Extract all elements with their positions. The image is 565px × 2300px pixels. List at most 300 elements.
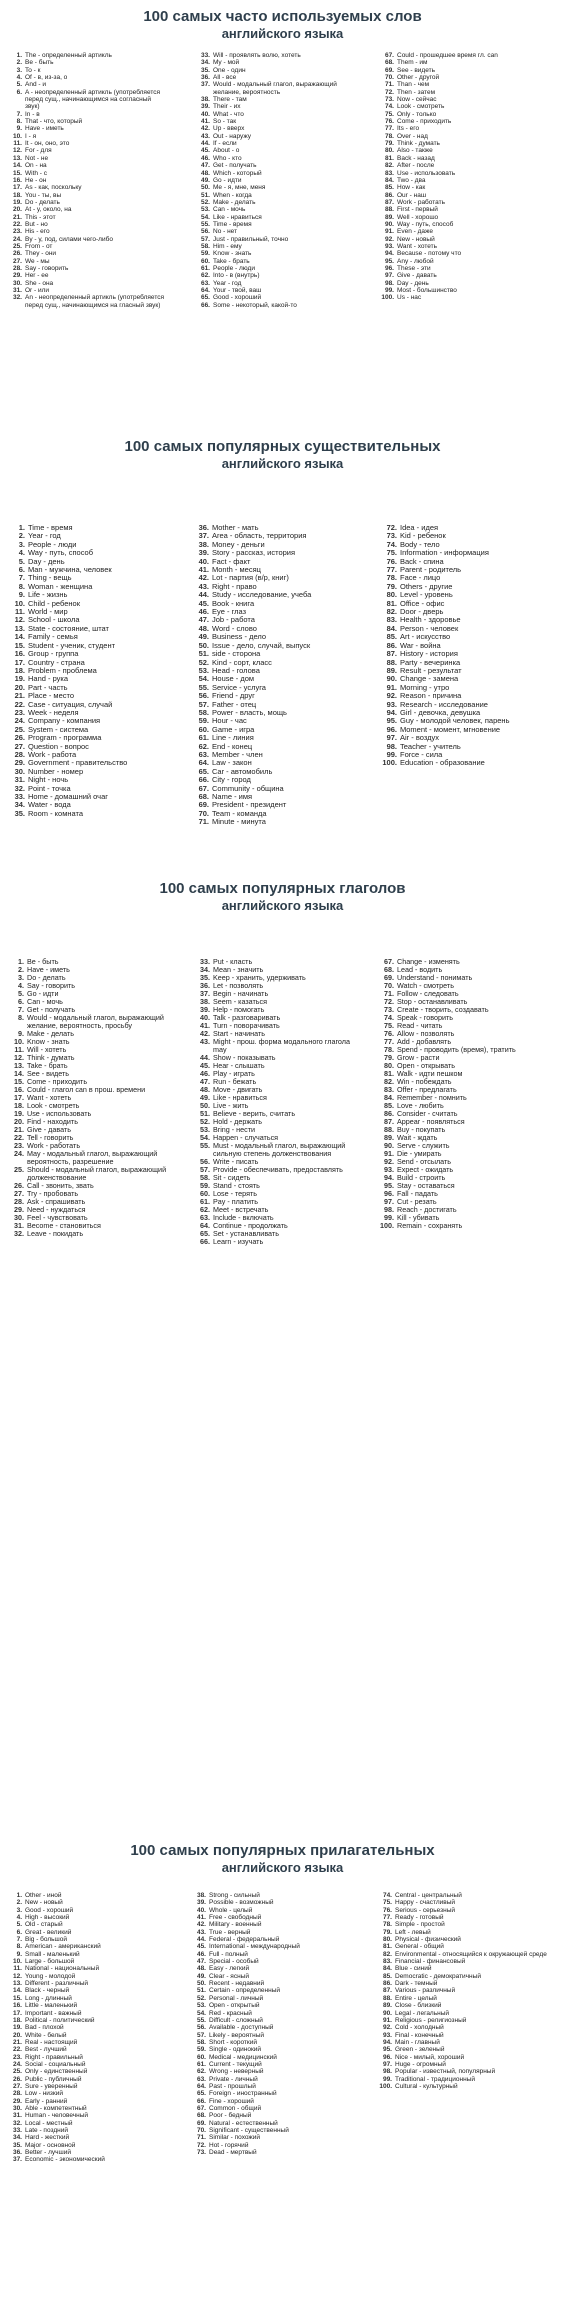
list-item xyxy=(8,147,166,154)
list-item xyxy=(378,2083,558,2090)
item-text: Be - быть xyxy=(25,59,54,67)
heading-line-2: английского языка xyxy=(221,456,344,471)
item-number: 44. xyxy=(198,590,209,600)
item-number: 52. xyxy=(196,1994,206,2002)
item-text: Blue - синий xyxy=(395,1965,432,1973)
item-text: Friend - друг xyxy=(212,692,255,701)
item-text: Put - класть xyxy=(213,958,253,966)
item-number: 70. xyxy=(384,981,394,990)
item-text: Others - другие xyxy=(400,582,453,591)
list-item xyxy=(380,177,556,184)
list-item xyxy=(8,734,168,742)
item-number: 56. xyxy=(196,2024,206,2032)
list-item xyxy=(378,1995,558,2002)
item-number: 33. xyxy=(200,52,210,59)
item-text: Problem - проблема xyxy=(28,666,97,675)
item-text: See - видеть xyxy=(27,1070,69,1078)
item-text: Recent - недавний xyxy=(209,1980,265,1988)
list-item xyxy=(192,785,362,793)
item-text: Military - военный xyxy=(209,1921,262,1929)
item-text: Child - ребенок xyxy=(28,599,80,608)
item-text: Continue - продолжать xyxy=(213,1222,288,1230)
item-number: 96. xyxy=(382,2053,392,2061)
list-item xyxy=(194,1014,364,1022)
list-item xyxy=(380,155,556,162)
list-item xyxy=(8,1094,178,1102)
list-item xyxy=(378,1054,560,1062)
list-item xyxy=(8,1899,168,1906)
list-item xyxy=(8,236,166,243)
item-number: 69. xyxy=(196,2119,206,2127)
list-item xyxy=(192,751,362,759)
item-number: 92. xyxy=(384,1157,394,1166)
item-text: Hand - рука xyxy=(28,675,69,684)
item-text: Say - говорить xyxy=(27,982,76,990)
item-number: 9. xyxy=(16,125,22,133)
item-number: 93. xyxy=(384,1165,394,1174)
list-item xyxy=(8,1214,178,1222)
list-item xyxy=(192,818,362,826)
item-text: Red - красный xyxy=(209,2009,252,2017)
item-number: 6. xyxy=(16,1928,22,1936)
item-text: Any - любой xyxy=(397,257,434,265)
item-number: 66. xyxy=(196,2097,206,2105)
list-item xyxy=(380,591,560,599)
list-item xyxy=(194,1038,364,1054)
item-text: Head - голова xyxy=(212,666,260,675)
item-text: Late - поздний xyxy=(25,2127,68,2134)
list-item xyxy=(192,1929,360,1936)
item-text: Let - позволять xyxy=(213,982,264,990)
list-item xyxy=(192,1958,360,1965)
item-text: An - неопределенный артикль (употребляется перед сущ., начинающимся на гласный звук) xyxy=(25,294,164,309)
item-number: 34. xyxy=(12,2134,22,2142)
list-item xyxy=(380,228,556,235)
list-item xyxy=(192,1921,360,1928)
item-number: 100. xyxy=(382,758,397,768)
list-item xyxy=(8,982,178,990)
item-number: 39. xyxy=(200,1005,210,1014)
list-item xyxy=(380,52,556,59)
list-item xyxy=(380,81,556,88)
list-item xyxy=(380,759,560,767)
item-number: 4. xyxy=(18,981,24,990)
item-text: Back - назад xyxy=(397,154,435,162)
section-heading xyxy=(0,8,565,42)
item-number: 57. xyxy=(200,235,210,243)
list-item xyxy=(192,1995,360,2002)
item-text: Way - путь, способ xyxy=(28,549,93,558)
list-item xyxy=(194,1198,364,1206)
item-number: 41. xyxy=(196,1914,206,1922)
item-text: Common - общий xyxy=(209,2104,262,2112)
item-number: 78. xyxy=(386,573,397,583)
list-item xyxy=(378,2002,558,2009)
list-item xyxy=(378,1182,560,1190)
item-number: 99. xyxy=(386,749,397,759)
item-number: 55. xyxy=(198,682,209,692)
list-item xyxy=(194,1222,364,1230)
list-item xyxy=(8,1166,178,1182)
item-text: Right - право xyxy=(212,582,257,591)
item-text: Year - год xyxy=(28,532,61,541)
list-item xyxy=(194,1062,364,1070)
list-item xyxy=(192,2010,360,2017)
item-number: 26. xyxy=(14,1181,24,1190)
list-item xyxy=(8,2098,168,2105)
item-text: Offer - предлагать xyxy=(397,1086,457,1094)
item-text: Current - текущий xyxy=(209,2060,262,2068)
list-item xyxy=(8,1914,168,1921)
list-item xyxy=(8,1014,178,1030)
list-item xyxy=(196,125,366,132)
list-item xyxy=(8,717,168,725)
list-item xyxy=(194,982,364,990)
item-text: Know - знать xyxy=(213,250,252,258)
item-number: 46. xyxy=(198,607,209,617)
item-text: President - президент xyxy=(212,801,287,810)
item-text: Become - становиться xyxy=(27,1222,101,1230)
item-number: 5. xyxy=(18,556,25,566)
item-text: Cultural - культурный xyxy=(395,2082,458,2090)
item-number: 59. xyxy=(196,2046,206,2054)
item-number: 46. xyxy=(200,1069,210,1078)
item-number: 8. xyxy=(16,118,22,126)
list-item xyxy=(8,692,168,700)
item-text: Best - лучший xyxy=(25,2046,67,2054)
word-column-3 xyxy=(378,958,560,1230)
item-number: 39. xyxy=(200,103,210,111)
list-item xyxy=(8,89,166,111)
item-number: 31. xyxy=(12,2112,22,2120)
item-text: Case - ситуация, случай xyxy=(28,700,113,709)
item-number: 65. xyxy=(196,2090,206,2098)
item-number: 32. xyxy=(12,294,22,302)
list-item xyxy=(378,2024,558,2031)
list-item xyxy=(380,89,556,96)
item-text: People - люди xyxy=(213,264,255,272)
item-number: 93. xyxy=(386,699,397,709)
item-number: 24. xyxy=(12,235,22,243)
list-item xyxy=(8,177,166,184)
item-text: Father - отец xyxy=(212,700,257,709)
item-text: Simple - простой xyxy=(395,1921,445,1929)
item-text: Office - офис xyxy=(400,599,445,608)
list-item xyxy=(8,966,178,974)
item-text: We - мы xyxy=(25,257,50,265)
item-text: Place - место xyxy=(28,692,75,701)
item-number: 100. xyxy=(381,294,394,302)
list-item xyxy=(194,1190,364,1198)
item-text: Main - главный xyxy=(395,2038,440,2046)
item-text: The - определенный артикль xyxy=(25,52,112,59)
list-item xyxy=(380,74,556,81)
word-column-2 xyxy=(192,524,362,827)
list-item xyxy=(192,2120,360,2127)
item-number: 11. xyxy=(13,140,22,148)
item-text: Various - различный xyxy=(395,1987,456,1995)
item-text: So - так xyxy=(213,118,237,126)
item-number: 75. xyxy=(386,548,397,558)
section-verbs xyxy=(0,880,565,1340)
item-number: 25. xyxy=(12,2068,22,2076)
list-item xyxy=(378,1936,558,1943)
item-number: 46. xyxy=(200,154,210,162)
item-number: 48. xyxy=(200,169,210,177)
list-item xyxy=(8,2032,168,2039)
list-item xyxy=(192,625,362,633)
item-text: Book - книга xyxy=(212,599,255,608)
item-text: Over - над xyxy=(397,132,428,140)
list-item xyxy=(192,1965,360,1972)
list-item xyxy=(378,1222,560,1230)
item-text: Can - мочь xyxy=(27,998,63,1006)
item-number: 35. xyxy=(14,808,25,818)
item-number: 32. xyxy=(12,2119,22,2127)
item-text: Appear - появляться xyxy=(397,1118,465,1126)
list-item xyxy=(8,1054,178,1062)
item-text: Understand - понимать xyxy=(397,974,473,982)
list-item xyxy=(192,2024,360,2031)
item-number: 55. xyxy=(196,2016,206,2024)
list-item xyxy=(380,265,556,272)
item-text: Help - помогать xyxy=(213,1006,265,1014)
item-number: 42. xyxy=(200,1029,210,1038)
item-text: Learn - изучать xyxy=(213,1238,264,1246)
item-number: 5. xyxy=(16,1921,22,1929)
list-item xyxy=(196,272,366,279)
item-text: Result - результат xyxy=(400,666,462,675)
item-number: 15. xyxy=(14,640,25,650)
list-item xyxy=(192,2112,360,2119)
section-common-words xyxy=(0,8,565,428)
item-text: Little - маленький xyxy=(25,2002,78,2010)
item-number: 24. xyxy=(14,716,25,726)
item-text: Into - в (внутрь) xyxy=(213,272,260,280)
section-adjectives xyxy=(0,1842,565,2292)
list-item xyxy=(8,250,166,257)
item-number: 1. xyxy=(18,957,24,966)
item-number: 22. xyxy=(14,1133,24,1142)
list-item xyxy=(378,1166,560,1174)
item-number: 19. xyxy=(12,198,22,206)
list-item xyxy=(380,170,556,177)
item-text: Some - некоторый, какой-то xyxy=(213,301,297,309)
item-text: Moment - момент, мгновение xyxy=(400,725,501,734)
item-number: 40. xyxy=(196,1906,206,1914)
item-number: 98. xyxy=(384,279,394,287)
list-item xyxy=(8,793,168,801)
list-item xyxy=(378,1102,560,1110)
list-item xyxy=(8,1030,178,1038)
item-text: About - о xyxy=(213,147,240,155)
item-text: Line - линия xyxy=(212,734,254,743)
item-text: Way - путь, способ xyxy=(397,220,454,228)
item-number: 19. xyxy=(14,674,25,684)
item-number: 94. xyxy=(384,250,394,258)
item-number: 96. xyxy=(384,264,394,272)
item-text: Show - показывать xyxy=(213,1054,276,1062)
item-text: Day - день xyxy=(397,279,429,287)
item-number: 36. xyxy=(200,981,210,990)
item-text: Its - его xyxy=(397,125,420,133)
list-item xyxy=(8,1907,168,1914)
list-item xyxy=(380,280,556,287)
item-text: Number - номер xyxy=(28,767,84,776)
item-number: 71. xyxy=(384,989,394,998)
word-column-2 xyxy=(196,52,366,309)
list-item xyxy=(8,801,168,809)
list-item xyxy=(8,2068,168,2075)
list-item xyxy=(8,1126,178,1134)
item-number: 89. xyxy=(382,2002,392,2010)
item-number: 74. xyxy=(382,1892,392,1899)
item-number: 100. xyxy=(380,1221,394,1230)
item-number: 14. xyxy=(14,632,25,642)
item-number: 33. xyxy=(12,2127,22,2134)
item-text: Large - большой xyxy=(25,1958,75,1966)
item-number: 58. xyxy=(200,1173,210,1182)
list-item xyxy=(378,998,560,1006)
item-number: 90. xyxy=(384,220,394,228)
list-item xyxy=(8,667,168,675)
list-item xyxy=(192,633,362,641)
list-item xyxy=(8,272,166,279)
list-item xyxy=(192,726,362,734)
list-item xyxy=(194,974,364,982)
item-text: Meet - встречать xyxy=(213,1206,269,1214)
list-item xyxy=(380,192,556,199)
item-text: Morning - утро xyxy=(400,683,450,692)
list-item xyxy=(194,1230,364,1238)
list-item xyxy=(378,1070,560,1078)
item-text: Huge - огромный xyxy=(395,2060,446,2068)
list-item xyxy=(196,206,366,213)
item-text: For - для xyxy=(25,147,52,155)
item-number: 61. xyxy=(196,2060,206,2068)
item-text: On - на xyxy=(25,162,47,170)
list-item xyxy=(378,2076,558,2083)
item-text: Expect - ожидать xyxy=(397,1166,454,1174)
list-item xyxy=(8,1206,178,1214)
list-item xyxy=(192,2127,360,2134)
list-item xyxy=(378,1190,560,1198)
list-item xyxy=(8,990,178,998)
item-number: 25. xyxy=(12,242,22,250)
list-item xyxy=(8,1936,168,1943)
list-item xyxy=(8,206,166,213)
item-number: 67. xyxy=(196,2104,206,2112)
item-number: 59. xyxy=(200,1181,210,1190)
item-text: Could - прошедшее время гл. can xyxy=(397,52,498,59)
item-text: Democratic - демократичный xyxy=(395,1972,481,1980)
list-item xyxy=(378,1022,560,1030)
heading-line-1: 100 самых популярных прилагательных xyxy=(130,1842,435,1859)
item-number: 68. xyxy=(196,2112,206,2120)
item-text: Issue - дело, случай, выпуск xyxy=(212,641,311,650)
item-text: Right - правильный xyxy=(25,2053,83,2061)
item-number: 1. xyxy=(16,52,22,59)
item-number: 19. xyxy=(14,1109,24,1118)
item-number: 74. xyxy=(384,103,394,111)
item-number: 96. xyxy=(386,724,397,734)
list-item xyxy=(8,583,168,591)
list-item xyxy=(8,1038,178,1046)
list-item xyxy=(194,998,364,1006)
list-item xyxy=(8,616,168,624)
list-item xyxy=(378,1914,558,1921)
list-item xyxy=(8,52,166,59)
item-number: 57. xyxy=(198,699,209,709)
item-text: Say - говорить xyxy=(25,264,69,272)
item-number: 81. xyxy=(384,154,394,162)
item-number: 4. xyxy=(18,548,25,558)
item-text: Body - тело xyxy=(400,540,440,549)
item-text: Come - приходить xyxy=(27,1078,88,1086)
item-number: 75. xyxy=(382,1899,392,1907)
item-number: 80. xyxy=(382,1936,392,1944)
item-number: 7. xyxy=(18,573,25,583)
item-number: 2. xyxy=(16,59,22,67)
word-column-2 xyxy=(194,958,364,1246)
item-number: 77. xyxy=(384,1037,394,1046)
list-item xyxy=(196,236,366,243)
list-item xyxy=(380,709,560,717)
list-item xyxy=(380,67,556,74)
list-item xyxy=(192,2032,360,2039)
list-item xyxy=(194,1102,364,1110)
item-number: 42. xyxy=(198,573,209,583)
item-text: Their - их xyxy=(213,103,241,111)
item-number: 18. xyxy=(14,1101,24,1110)
item-text: Home - домашний очаг xyxy=(28,793,108,801)
item-text: Hard - жесткий xyxy=(25,2134,70,2142)
item-text: Back - спина xyxy=(400,557,444,566)
item-number: 53. xyxy=(196,2002,206,2010)
item-text: Begin - начинать xyxy=(213,990,269,998)
item-number: 15. xyxy=(14,1077,24,1086)
item-number: 71. xyxy=(196,2134,206,2142)
item-text: Long - длинный xyxy=(25,1994,72,2002)
item-text: Work - работать xyxy=(27,1142,81,1150)
item-text: Different - различный xyxy=(25,1980,88,1988)
list-item xyxy=(8,162,166,169)
list-item xyxy=(8,59,166,66)
item-number: 90. xyxy=(382,2009,392,2017)
list-item xyxy=(380,258,556,265)
item-text: Love - любить xyxy=(397,1102,444,1110)
item-number: 42. xyxy=(196,1921,206,1929)
item-number: 87. xyxy=(386,649,397,659)
item-text: Bad - плохой xyxy=(25,2024,64,2032)
item-text: Leave - покидать xyxy=(27,1230,84,1238)
item-text: Ready - готовый xyxy=(395,1914,444,1922)
list-item xyxy=(192,1936,360,1943)
item-text: Because - потому что xyxy=(397,250,462,258)
item-number: 28. xyxy=(14,749,25,759)
item-number: 38. xyxy=(196,1892,206,1899)
item-text: High - высокий xyxy=(25,1914,70,1922)
item-text: Up - вверх xyxy=(213,125,245,133)
item-number: 68. xyxy=(198,792,209,801)
item-text: Company - компания xyxy=(28,717,101,726)
item-text: My - мой xyxy=(213,59,240,67)
item-text: Then - затем xyxy=(397,88,436,96)
list-item xyxy=(8,67,166,74)
list-item xyxy=(192,776,362,784)
item-text: Work - работать xyxy=(397,198,445,206)
list-item xyxy=(378,1142,560,1150)
